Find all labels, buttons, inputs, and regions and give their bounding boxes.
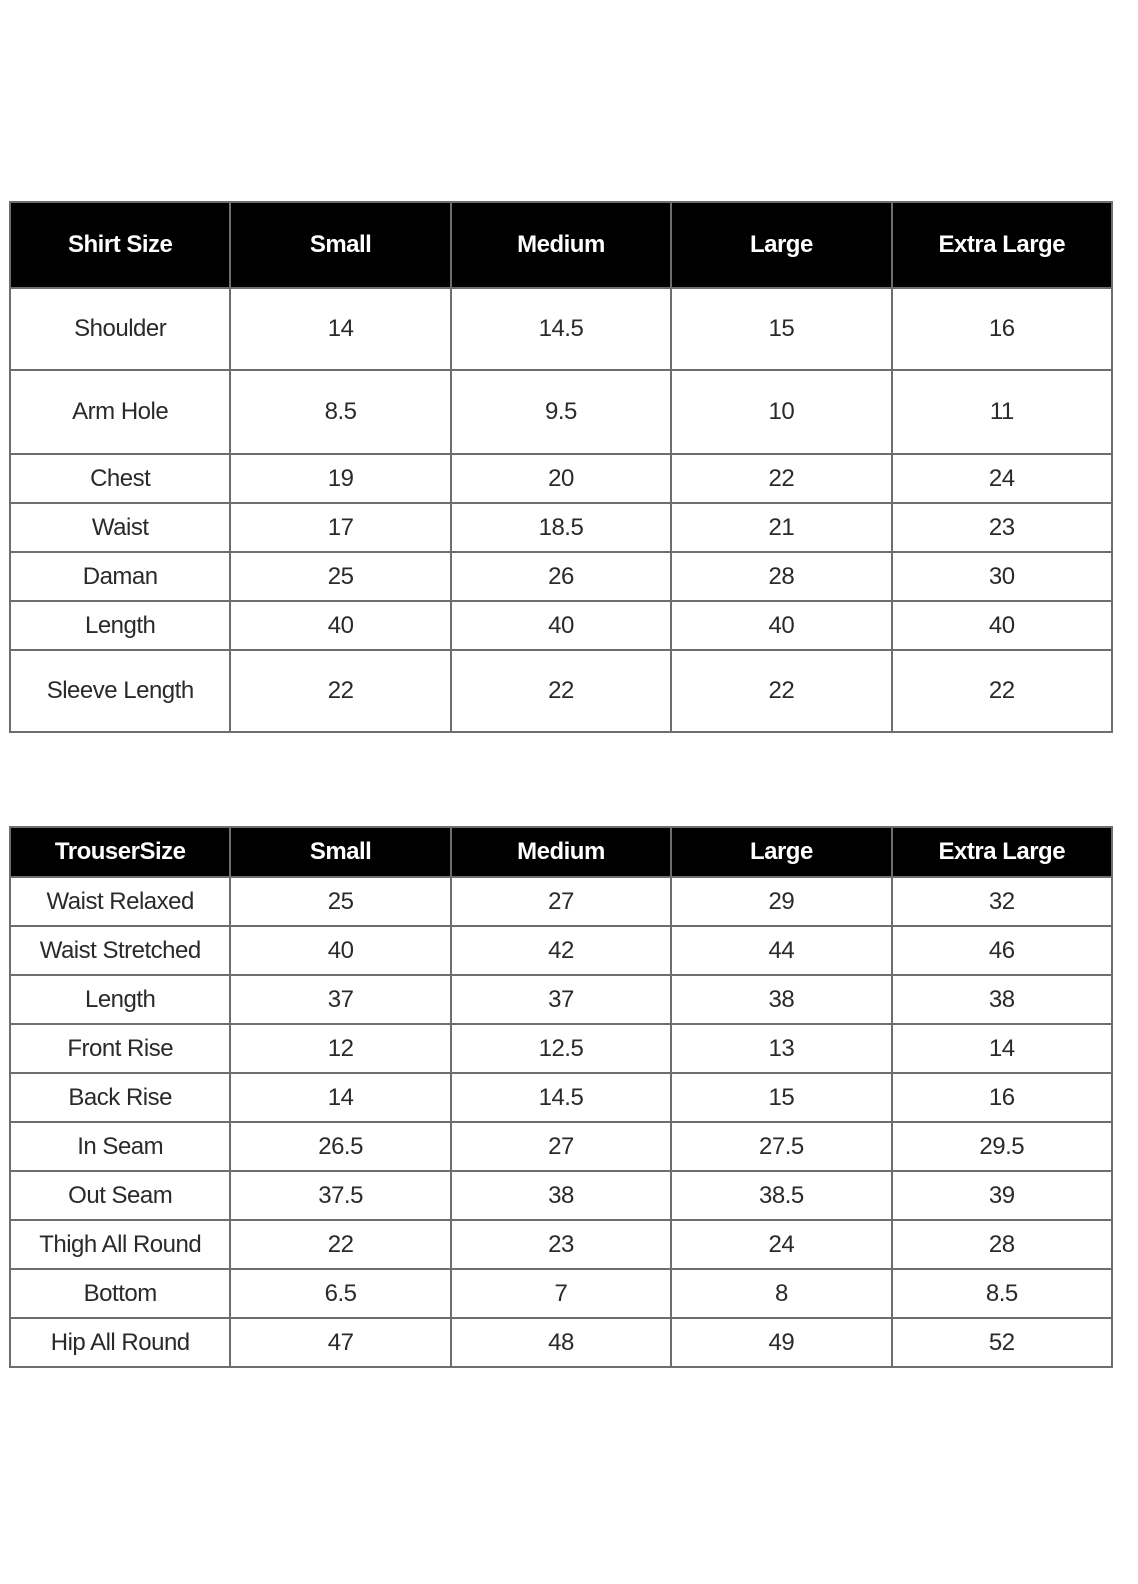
table-cell: 40 (230, 926, 450, 975)
table-cell: 15 (671, 1073, 891, 1122)
table-cell: 46 (892, 926, 1112, 975)
table-cell: 22 (671, 650, 891, 732)
row-label: Out Seam (10, 1171, 230, 1220)
table-header-row (10, 827, 1112, 877)
table-cell: 40 (892, 601, 1112, 650)
table-cell: 47 (230, 1318, 450, 1367)
table-cell: 16 (892, 1073, 1112, 1122)
table-cell: 22 (230, 1220, 450, 1269)
table-cell: 42 (451, 926, 671, 975)
row-label: Bottom (10, 1269, 230, 1318)
table-cell: 14.5 (451, 1073, 671, 1122)
table-cell: 37.5 (230, 1171, 450, 1220)
trouser-size-table (9, 826, 1113, 1368)
row-label: Hip All Round (10, 1318, 230, 1367)
table-row (10, 601, 1112, 650)
table-cell: 44 (671, 926, 891, 975)
header-cell: Shirt Size (10, 202, 230, 288)
table-cell: 10 (671, 370, 891, 454)
table-cell: 48 (451, 1318, 671, 1367)
row-label: Back Rise (10, 1073, 230, 1122)
header-cell: Large (671, 827, 891, 877)
shirt-size-table (9, 201, 1113, 733)
header-cell: Medium (451, 827, 671, 877)
table-cell: 49 (671, 1318, 891, 1367)
table-cell: 13 (671, 1024, 891, 1073)
table-cell: 25 (230, 877, 450, 926)
table-row (10, 370, 1112, 454)
table-cell: 40 (671, 601, 891, 650)
table-cell: 28 (892, 1220, 1112, 1269)
table-cell: 37 (451, 975, 671, 1024)
row-label: Arm Hole (10, 370, 230, 454)
table-row (10, 503, 1112, 552)
header-cell: TrouserSize (10, 827, 230, 877)
table-header-row (10, 202, 1112, 288)
table-row (10, 1220, 1112, 1269)
table-cell: 15 (671, 288, 891, 370)
table-row (10, 877, 1112, 926)
row-label: Length (10, 601, 230, 650)
table-cell: 24 (892, 454, 1112, 503)
table-cell: 26 (451, 552, 671, 601)
table-row (10, 1318, 1112, 1367)
table-cell: 52 (892, 1318, 1112, 1367)
table-cell: 27 (451, 1122, 671, 1171)
table-cell: 38 (892, 975, 1112, 1024)
table-cell: 7 (451, 1269, 671, 1318)
table-cell: 17 (230, 503, 450, 552)
table-row (10, 975, 1112, 1024)
row-label: In Seam (10, 1122, 230, 1171)
table-cell: 32 (892, 877, 1112, 926)
table-cell: 21 (671, 503, 891, 552)
table-cell: 27 (451, 877, 671, 926)
table-cell: 8 (671, 1269, 891, 1318)
header-cell: Large (671, 202, 891, 288)
table-cell: 22 (671, 454, 891, 503)
table-cell: 16 (892, 288, 1112, 370)
table-cell: 12 (230, 1024, 450, 1073)
table-row (10, 650, 1112, 732)
table-cell: 30 (892, 552, 1112, 601)
table-row (10, 454, 1112, 503)
table-row (10, 1073, 1112, 1122)
row-label: Waist Relaxed (10, 877, 230, 926)
row-label: Front Rise (10, 1024, 230, 1073)
table-cell: 18.5 (451, 503, 671, 552)
table-cell: 23 (892, 503, 1112, 552)
table-row (10, 288, 1112, 370)
table-cell: 19 (230, 454, 450, 503)
table-cell: 38 (671, 975, 891, 1024)
table-cell: 23 (451, 1220, 671, 1269)
table-cell: 28 (671, 552, 891, 601)
table-cell: 14 (230, 1073, 450, 1122)
table-cell: 14 (230, 288, 450, 370)
table-row (10, 1171, 1112, 1220)
row-label: Waist Stretched (10, 926, 230, 975)
header-cell: Small (230, 202, 450, 288)
table-cell: 8.5 (230, 370, 450, 454)
table-cell: 39 (892, 1171, 1112, 1220)
table-cell: 24 (671, 1220, 891, 1269)
header-cell: Extra Large (892, 202, 1112, 288)
table-row (10, 1024, 1112, 1073)
header-cell: Extra Large (892, 827, 1112, 877)
table-cell: 8.5 (892, 1269, 1112, 1318)
row-label: Chest (10, 454, 230, 503)
table-cell: 29 (671, 877, 891, 926)
table-row (10, 552, 1112, 601)
header-cell: Small (230, 827, 450, 877)
table-cell: 22 (892, 650, 1112, 732)
table-cell: 22 (230, 650, 450, 732)
table-cell: 40 (230, 601, 450, 650)
table-cell: 29.5 (892, 1122, 1112, 1171)
table-cell: 37 (230, 975, 450, 1024)
table-cell: 20 (451, 454, 671, 503)
table-cell: 11 (892, 370, 1112, 454)
table-cell: 14 (892, 1024, 1112, 1073)
table-cell: 22 (451, 650, 671, 732)
table-cell: 38 (451, 1171, 671, 1220)
table-cell: 14.5 (451, 288, 671, 370)
table-cell: 40 (451, 601, 671, 650)
row-label: Waist (10, 503, 230, 552)
table-row (10, 1269, 1112, 1318)
row-label: Daman (10, 552, 230, 601)
table-cell: 12.5 (451, 1024, 671, 1073)
header-cell: Medium (451, 202, 671, 288)
table-cell: 6.5 (230, 1269, 450, 1318)
table-cell: 25 (230, 552, 450, 601)
table-row (10, 1122, 1112, 1171)
row-label: Shoulder (10, 288, 230, 370)
row-label: Length (10, 975, 230, 1024)
table-cell: 9.5 (451, 370, 671, 454)
table-row (10, 926, 1112, 975)
table-cell: 38.5 (671, 1171, 891, 1220)
row-label: Thigh All Round (10, 1220, 230, 1269)
table-cell: 27.5 (671, 1122, 891, 1171)
table-cell: 26.5 (230, 1122, 450, 1171)
row-label: Sleeve Length (10, 650, 230, 732)
